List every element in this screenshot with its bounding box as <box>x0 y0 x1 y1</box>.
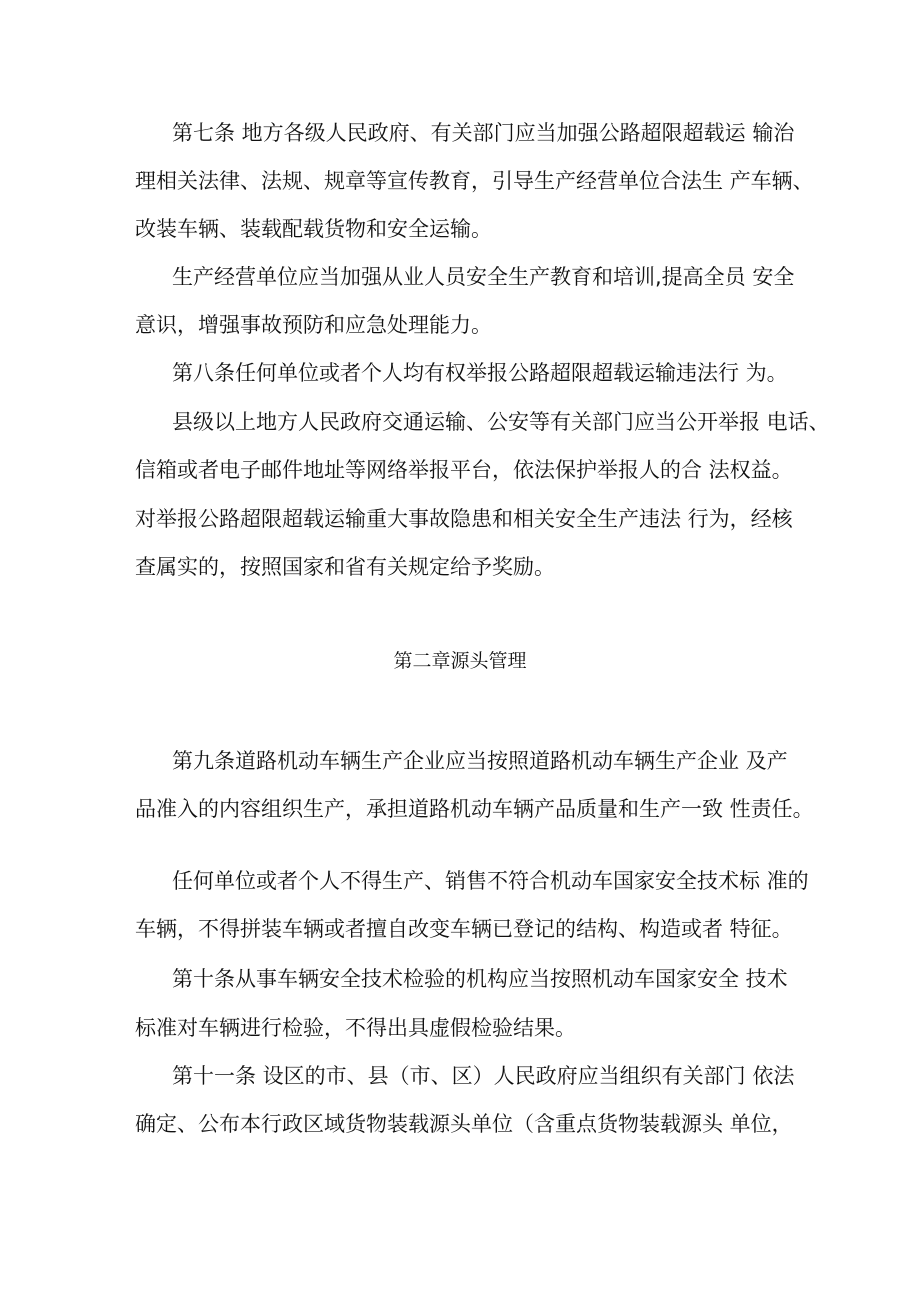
paragraph-line: 第八条任何单位或者个人均有权举报公路超限超载运输违法行 为。 <box>172 361 788 385</box>
paragraph-line: 县级以上地方人民政府交通运输、公安等有关部门应当公开举报 电话、 <box>172 410 830 434</box>
paragraph-line: 品准入的内容组织生产，承担道路机动车辆产品质量和生产一致 性责任。 <box>135 797 814 821</box>
paragraph-line: 标准对车辆进行检验，不得出具虚假检验结果。 <box>135 1016 576 1040</box>
paragraph-line: 对举报公路超限超载运输重大事故隐患和相关安全生产违法 行为，经核 <box>135 507 793 531</box>
paragraph-line: 任何单位或者个人不得生产、销售不符合机动车国家安全技术标 准的 <box>172 869 809 893</box>
paragraph-line: 理相关法律、法规、规章等宣传教育，引导生产经营单位合法生 产车辆、 <box>135 169 814 193</box>
paragraph-line: 查属实的，按照国家和省有关规定给予奖励。 <box>135 555 555 579</box>
paragraph-line: 确定、公布本行政区域货物装载源头单位（含重点货物装载源头 单位， <box>135 1112 793 1136</box>
paragraph-line: 第七条 地方各级人民政府、有关部门应当加强公路超限超载运 输治 <box>172 121 795 145</box>
chapter-title: 第二章源头管理 <box>393 650 527 672</box>
paragraph-line: 车辆，不得拼装车辆或者擅自改变车辆已登记的结构、构造或者 特征。 <box>135 917 793 941</box>
paragraph-line: 意识，增强事故预防和应急处理能力。 <box>135 313 492 337</box>
paragraph-line: 改装车辆、装载配载货物和安全运输。 <box>135 217 492 241</box>
paragraph-line: 第十一条 设区的市、县（市、区）人民政府应当组织有关部门 依法 <box>172 1064 795 1088</box>
paragraph-line: 生产经营单位应当加强从业人员安全生产教育和培训,提高全员 安全 <box>172 265 795 289</box>
paragraph-line: 第九条道路机动车辆生产企业应当按照道路机动车辆生产企业 及产 <box>172 749 788 773</box>
paragraph-line: 第十条从事车辆安全技术检验的机构应当按照机动车国家安全 技术 <box>172 967 788 991</box>
paragraph-line: 信箱或者电子邮件地址等网络举报平台，依法保护举报人的合 法权益。 <box>135 458 793 482</box>
